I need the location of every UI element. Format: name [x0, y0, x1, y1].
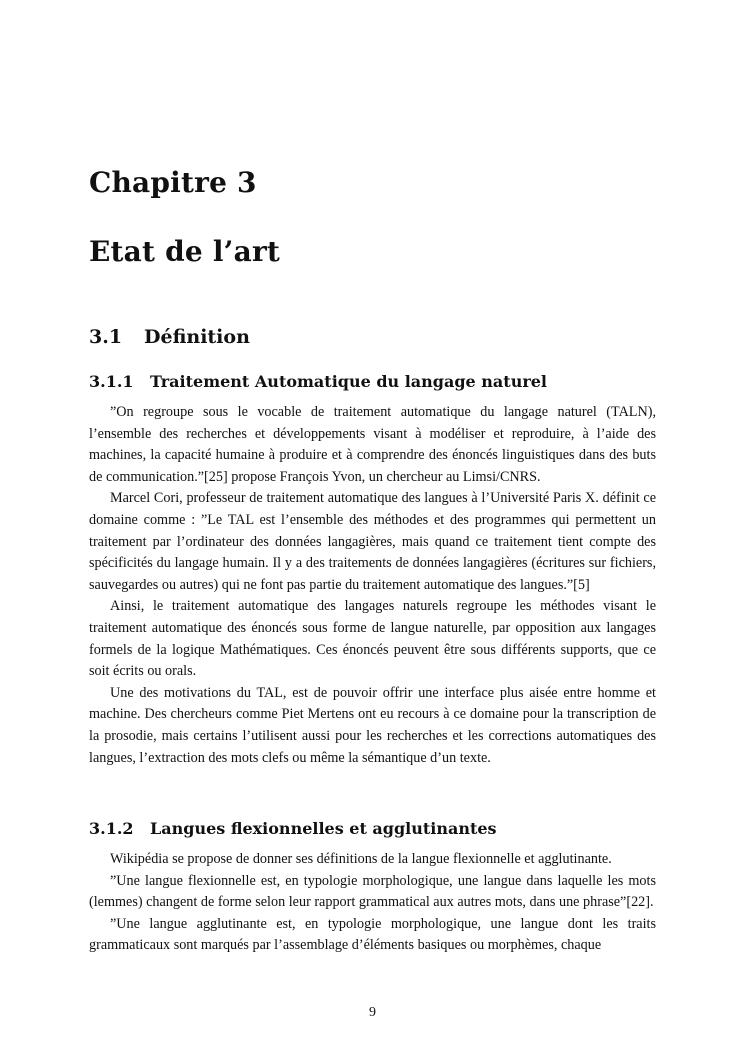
subsection-body [89, 849, 656, 957]
section-number: 3.1 [89, 326, 123, 348]
section-heading [89, 326, 250, 348]
subsection-number: 3.1.2 [89, 819, 134, 838]
subsection-body [89, 402, 656, 769]
chapter-number: Chapitre 3 [89, 166, 257, 199]
paragraph: ”On regroupe sous le vocable de traitement automatique du langage naturel (TALN), l’ensemble des recherches et développements visant à modéliser et reproduire, à l’aide des machines, la capacité humaine à produire et à comprendre des énoncés linguistiques dans des buts de communication.”[25] propose François Yvon, un chercheur au Limsi/CNRS. [89, 404, 656, 485]
subsection-heading [89, 819, 497, 838]
paragraph: Ainsi, le traitement automatique des langages naturels regroupe les méthodes visant le traitement automatique des énoncés sous forme de langue naturelle, par opposition aux langages formels de la logique Mathématiques. Ces énoncés peuvent être sous différents supports, que ce soit écrits ou orals. [89, 598, 656, 680]
paragraph: Wikipédia se propose de donner ses définitions de la langue flexionnelle et agglutinante. [110, 851, 612, 867]
subsection-number: 3.1.1 [89, 372, 134, 391]
chapter-title: Etat de l’art [89, 235, 281, 268]
paragraph: Une des motivations du TAL, est de pouvoir offrir une interface plus aisée entre homme et machine. Des chercheurs comme Piet Mertens ont eu recours à ce domaine pour la transcription de la prosodie, mais certains l’utilisent aussi pour les recherches et les corrections automatiques des langues, l’extraction des mots clefs ou même la sémantique d’un texte. [89, 684, 656, 766]
page-number: 9 [369, 1005, 376, 1020]
paragraph: ”Une langue flexionnelle est, en typologie morphologique, une langue dans laquelle les mots (lemmes) changent de forme selon leur rapport grammatical aux autres mots, dans une phrase”[22]. [89, 872, 656, 911]
subsection-heading [89, 372, 547, 391]
section-title: Définition [144, 326, 250, 348]
subsection-title: Traitement Automatique du langage naturel [150, 372, 548, 391]
subsection-title: Langues flexionnelles et agglutinantes [150, 819, 497, 838]
paragraph: ”Une langue agglutinante est, en typologie morphologique, une langue dont les traits grammaticaux sont marqués par l’assemblage d’éléments basiques ou morphèmes, chaque [89, 915, 656, 954]
paragraph: Marcel Cori, professeur de traitement automatique des langues à l’Université Paris X. définit ce domaine comme : ”Le TAL est l’ensemble des méthodes et des programmes qui permettent un traitement par l’ordinateur des données langagières, mais quand ce traitement tient compte des spécificités du langage humain. Il y a des traitements de données langagières (écritures sur fichiers, sauvegardes ou autres) qui ne font pas partie du traitement automatique des langues.”[5] [89, 490, 656, 593]
